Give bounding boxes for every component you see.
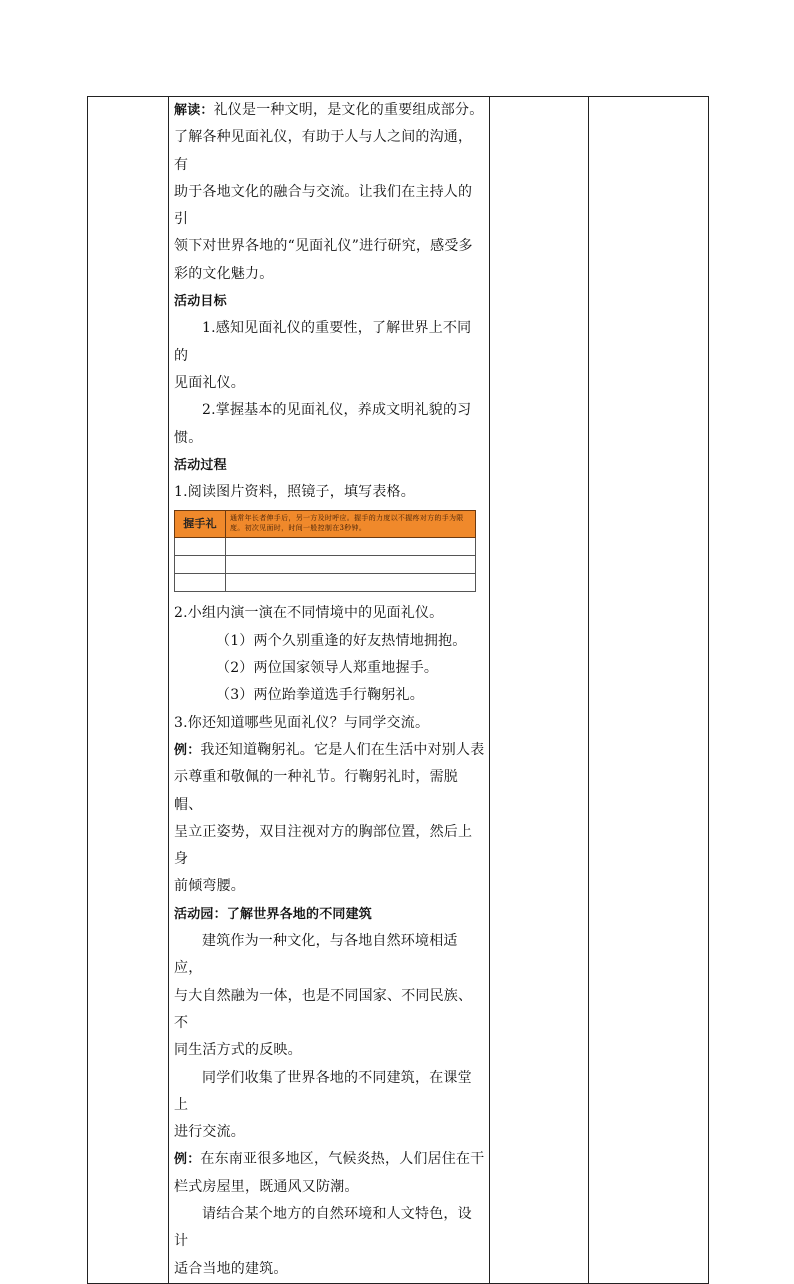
park-2-line-b: 进行交流。	[174, 1124, 245, 1141]
example-label: 例：	[174, 742, 201, 758]
park-1-line-b: 与大自然融为一体，也是不同国家、不同民族、不	[174, 987, 473, 1031]
content-body	[169, 97, 489, 1283]
handshake-table	[174, 510, 476, 592]
table-row	[175, 574, 476, 592]
interp-text: 礼仪是一种文明，是文化的重要组成部分。	[213, 102, 484, 118]
park-3-line-a: 请结合某个地方的自然环境和人文特色，设计	[174, 1205, 472, 1250]
example-1-line-d: 前倾弯腰。	[174, 878, 245, 895]
fourth-column-cell	[589, 97, 709, 1284]
handshake-label-cell	[175, 511, 226, 538]
step-3: 3.你还知道哪些见面礼仪？与同学交流。	[174, 714, 430, 731]
process-heading: 活动过程	[174, 457, 227, 473]
example-2-text: 在东南亚很多地区，气候炎热，人们居住在干	[200, 1151, 485, 1168]
goal-heading: 活动目标	[174, 294, 227, 310]
example-2-line-a	[174, 1146, 485, 1173]
example-label: 例：	[174, 1152, 201, 1168]
example-1-line-c: 呈立正姿势，双目注视对方的胸部位置，然后上身	[174, 823, 473, 868]
example-1-line-a	[174, 737, 485, 764]
handshake-description: 通常年长者伸手后，另一方及时呼应。握手的力度以不握疼对方的手为限度。初次见面时，时间一般控制在3秒钟。	[230, 514, 464, 533]
example-1-line-b: 示尊重和敬佩的一种礼节。行鞠躬礼时，需脱帽、	[174, 769, 458, 813]
content-cell	[169, 97, 490, 1284]
third-column-cell	[490, 97, 589, 1284]
park-heading: 活动园：了解世界各地的不同建筑	[174, 906, 373, 922]
table-cell[interactable]	[175, 538, 226, 556]
step-2-item-3: （3）两位跆拳道选手行鞠躬礼。	[216, 687, 424, 704]
table-cell[interactable]	[175, 574, 226, 592]
example-1-text: 我还知道鞠躬礼。它是人们在生活中对别人表	[200, 741, 485, 758]
step-1: 1.阅读图片资料，照镜子，填写表格。	[174, 484, 415, 501]
park-2-line-a: 同学们收集了世界各地的不同建筑，在课堂上	[174, 1069, 472, 1113]
table-row	[175, 538, 476, 556]
handshake-table-header-row	[175, 511, 476, 538]
handshake-label: 握手礼	[183, 517, 217, 531]
interp-line-4: 领下对世界各地的“见面礼仪”进行研究，感受多	[174, 238, 473, 255]
left-column-cell	[88, 97, 169, 1284]
park-3-line-b: 适合当地的建筑。	[174, 1260, 288, 1277]
handshake-table-wrap	[174, 510, 476, 592]
example-2-line-b: 栏式房屋里，既通风又防潮。	[174, 1178, 359, 1195]
park-1-line-c: 同生活方式的反映。	[174, 1042, 302, 1059]
table-row	[175, 556, 476, 574]
interp-line-1	[174, 97, 485, 124]
table-cell[interactable]	[175, 556, 226, 574]
interp-line-5: 彩的文化魅力。	[174, 265, 274, 282]
goal-1-line-a: 1.感知见面礼仪的重要性，了解世界上不同的	[174, 320, 472, 364]
step-2-item-2: （2）两位国家领导人郑重地握手。	[216, 660, 439, 677]
interp-line-3: 助于各地文化的融合与交流。让我们在主持人的引	[174, 183, 473, 228]
lesson-table	[87, 96, 709, 1284]
step-2: 2.小组内演一演在不同情境中的见面礼仪。	[174, 605, 444, 622]
goal-2: 2.掌握基本的见面礼仪，养成文明礼貌的习惯。	[174, 402, 472, 446]
table-cell[interactable]	[226, 574, 476, 592]
interp-line-2: 了解各种见面礼仪，有助于人与人之间的沟通，有	[174, 129, 473, 173]
step-2-item-1: （1）两个久别重逢的好友热情地拥抱。	[216, 632, 467, 649]
interp-label: 解读：	[174, 103, 214, 118]
goal-1-line-b: 见面礼仪。	[174, 374, 245, 391]
park-1-line-a: 建筑作为一种文化，与各地自然环境相适应，	[174, 933, 458, 977]
handshake-desc-cell	[226, 511, 476, 538]
table-cell[interactable]	[226, 556, 476, 574]
table-cell[interactable]	[226, 538, 476, 556]
